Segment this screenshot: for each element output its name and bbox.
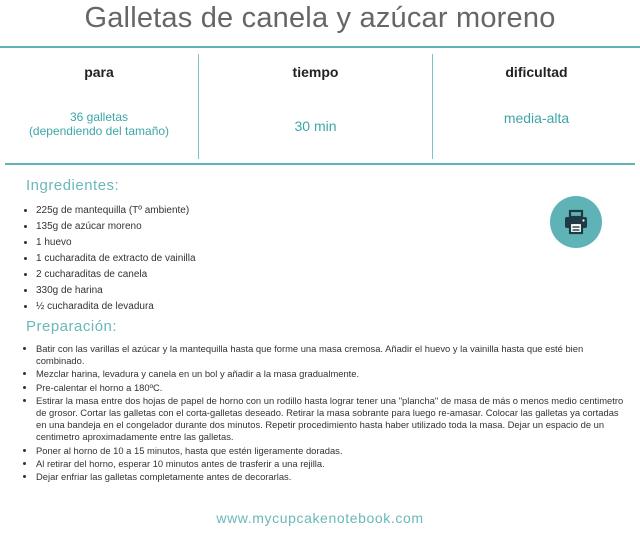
info-bottom-divider	[5, 163, 635, 165]
preparation-step: • Batir con las varillas el azúcar y la mantequilla hasta que forme una masa cremosa. Añadir el huevo y la vainilla hasta que esté bien combinado.	[36, 343, 626, 367]
ingredient-item: • 2 cucharaditas de canela	[36, 267, 196, 283]
preparation-list	[22, 343, 626, 484]
servings-label: para	[84, 64, 114, 80]
recipe-title: Galletas de canela y azúcar moreno	[84, 2, 556, 34]
time-label: tiempo	[292, 64, 339, 80]
preparation-step: • Al retirar del horno, esperar 10 minutos antes de trasferir a una rejilla.	[36, 458, 626, 470]
preparation-step: • Dejar enfriar las galletas completamente antes de decorarlas.	[36, 471, 626, 483]
info-difficulty	[433, 54, 640, 159]
time-value: 30 min	[294, 118, 337, 134]
ingredient-item: • 1 cucharadita de extracto de vainilla	[36, 251, 196, 267]
printer-icon	[562, 208, 590, 236]
ingredient-item: • 135g de azúcar moreno	[36, 219, 196, 235]
ingredient-item: • 1 huevo	[36, 235, 196, 251]
ingredient-item: • 330g de harina	[36, 283, 196, 299]
info-time	[199, 54, 432, 159]
preparation-heading: Preparación:	[26, 318, 118, 335]
ingredient-item: • 225g de mantequilla (Tº ambiente)	[36, 203, 196, 219]
ingredient-item: • ½ cucharadita de levadura	[36, 299, 196, 315]
difficulty-label: dificultad	[505, 64, 568, 80]
preparation-step: • Estirar la masa entre dos hojas de papel de horno con un rodillo hasta lograr tener una "plancha" de masa de más o menos medio centimetro de grosor. Cortar las galletas con el corta-galletas deseado. Retirar la masa sobrante para luego re-amasar. Colocar las galletas ya cortadas en una bandeja en el congelador durante dos minutos. Repetir procedimiento hasta haber utilizado toda la masa. Dejar un espacio de un centimetro aproximadamente entre las galletas.	[36, 395, 626, 444]
preparation-step: • Poner al horno de 10 a 15 minutos, hasta que estén ligeramente doradas.	[36, 445, 626, 457]
preparation-step: • Pre-calentar el horno a 180ºC.	[36, 382, 626, 394]
preparation-step: • Mezclar harina, levadura y canela en un bol y añadir a la masa gradualmente.	[36, 368, 626, 380]
website-link[interactable]: www.mycupcakenotebook.com	[216, 510, 424, 526]
top-divider	[0, 46, 640, 48]
info-servings	[0, 54, 198, 159]
ingredients-list	[22, 203, 196, 315]
ingredients-heading: Ingredientes:	[26, 177, 120, 194]
servings-note: (dependiendo del tamaño)	[28, 124, 170, 138]
servings-value	[0, 110, 198, 138]
servings-count: 36 galletas	[69, 110, 129, 124]
difficulty-value: media-alta	[503, 110, 570, 126]
print-button[interactable]	[550, 196, 602, 248]
